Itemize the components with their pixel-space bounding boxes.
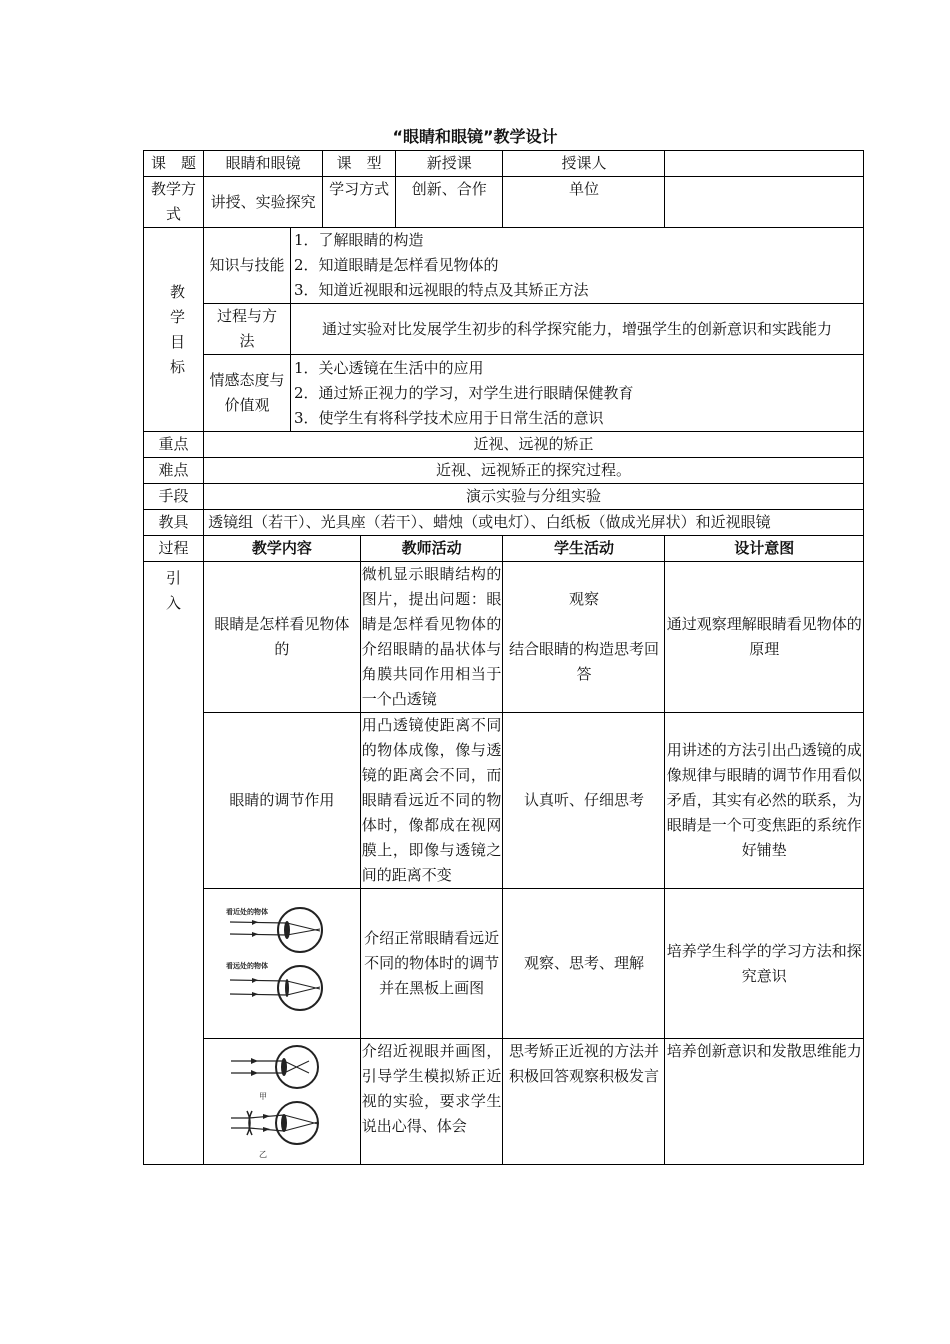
figure-label-b: 乙 <box>258 1149 267 1159</box>
row2-intent: 用讲述的方法引出凸透镜的成像规律与眼睛的调节作用看似矛盾，其实有必然的联系，为眼睛是一个可变焦距的系统作好铺垫 <box>665 713 864 889</box>
study-label: 学习方式 <box>323 177 396 228</box>
teacher-label: 授课人 <box>503 151 665 177</box>
row3-student: 观察、思考、理解 <box>503 889 665 1039</box>
info-row-1 <box>144 151 864 177</box>
corrected-lens-icon <box>281 1114 287 1132</box>
objectives-label: 教学目标 <box>144 228 204 432</box>
row1-content: 眼睛是怎样看见物体的 <box>204 562 361 713</box>
attitude-item: 2．通过矫正视力的学习，对学生进行眼睛保健教育 <box>293 383 634 402</box>
row3-teacher: 介绍正常眼睛看远近不同的物体时的调节并在黑板上画图 <box>360 889 503 1039</box>
row1-teacher: 微机显示眼睛结构的图片，提出问题：眼睛是怎样看见物体的介绍眼睛的晶状体与角膜共同作用相当于一个凸透镜 <box>360 562 503 713</box>
ray-line <box>287 987 320 995</box>
process-row-3 <box>144 889 864 1039</box>
knowledge-item: 3．知道近视眼和远视眼的特点及其矫正方法 <box>293 281 589 299</box>
difficulty-value: 近视、远视矫正的探究过程。 <box>204 458 864 484</box>
type-value: 新授课 <box>396 151 503 177</box>
objective-knowledge-row <box>144 228 864 304</box>
tools-row <box>144 510 864 536</box>
col-student: 学生活动 <box>503 536 665 562</box>
row2-student: 认真听、仔细思考 <box>503 713 665 889</box>
stage-label: 引入 <box>144 562 204 1165</box>
process-header-row <box>144 536 864 562</box>
row2-content: 眼睛的调节作用 <box>204 713 361 889</box>
knowledge-item: 1．了解眼睛的构造 <box>293 231 424 249</box>
means-row <box>144 484 864 510</box>
row4-figure-cell <box>204 1039 361 1165</box>
process-row-2 <box>144 713 864 889</box>
knowledge-label: 知识与技能 <box>204 228 291 304</box>
row3-figure-cell <box>204 889 361 1039</box>
knowledge-item: 2．知道眼睛是怎样看见物体的 <box>293 256 499 274</box>
row4-student: 思考矫正近视的方法并积极回答观察积极发言 <box>503 1039 665 1165</box>
process-label: 过程与方法 <box>204 304 291 355</box>
row3-intent: 培养学生科学的学习方法和探究意识 <box>665 889 864 1039</box>
myopia-correction-diagram <box>227 1041 337 1163</box>
attitude-label: 情感态度与价值观 <box>204 355 291 432</box>
col-content: 教学内容 <box>204 536 361 562</box>
study-value: 创新、合作 <box>396 177 503 228</box>
teacher-value <box>665 151 864 177</box>
key-row <box>144 432 864 458</box>
row4-teacher: 介绍近视眼并画图，引导学生模拟矫正近视的实验，要求学生说出心得、体会 <box>360 1039 503 1165</box>
near-object-caption: 看近处的物体 <box>225 907 268 916</box>
type-label: 课 型 <box>323 151 396 177</box>
row4-intent: 培养创新意识和发散思维能力 <box>665 1039 864 1165</box>
course-label: 课 题 <box>144 151 204 177</box>
tools-label: 教具 <box>144 510 204 536</box>
course-value: 眼睛和眼镜 <box>204 151 323 177</box>
difficulty-label: 难点 <box>144 458 204 484</box>
method-label: 教学方式 <box>144 177 204 228</box>
row1-student-b: 结合眼睛的构造思考回答 <box>508 640 659 683</box>
means-label: 手段 <box>144 484 204 510</box>
ray-line <box>284 1115 318 1124</box>
arrow-icon <box>251 1070 258 1076</box>
arrow-icon <box>251 1058 258 1064</box>
ray-line <box>284 1122 318 1131</box>
info-row-2 <box>144 177 864 228</box>
objective-attitude-row <box>144 355 864 432</box>
knowledge-items <box>290 228 863 304</box>
far-object-caption: 看远处的物体 <box>225 961 268 970</box>
process-text: 通过实验对比发展学生初步的科学探究能力，增强学生的创新意识和实践能力 <box>290 304 863 355</box>
attitude-item: 1．关心透镜在生活中的应用 <box>293 358 484 377</box>
key-value: 近视、远视的矫正 <box>204 432 864 458</box>
method-value: 讲授、实验探究 <box>204 177 323 228</box>
eye-focus-diagram <box>222 904 342 1024</box>
page-title: “眼睛和眼镜”教学设计 <box>392 127 558 146</box>
col-process: 过程 <box>144 536 204 562</box>
ray-line <box>287 929 320 935</box>
process-row-1 <box>144 562 864 713</box>
col-intent: 设计意图 <box>665 536 864 562</box>
row1-intent: 通过观察理解眼睛看见物体的原理 <box>665 562 864 713</box>
unit-value <box>665 177 864 228</box>
row2-teacher: 用凸透镜使距离不同的物体成像，像与透镜的距离会不同，而眼睛看远近不同的物体时，像都成在视网膜上，即像与透镜之间的距离不变 <box>360 713 503 889</box>
unit-label: 单位 <box>503 177 665 228</box>
attitude-item: 3．使学生有将科学技术应用于日常生活的意识 <box>293 408 604 427</box>
figure-label-a: 甲 <box>258 1091 267 1101</box>
tools-value: 透镜组（若干）、光具座（若干）、蜡烛（或电灯）、白纸板（做成光屏状）和近视眼镜 <box>204 510 864 536</box>
means-value: 演示实验与分组实验 <box>204 484 864 510</box>
objective-process-row <box>144 304 864 355</box>
difficulty-row <box>144 458 864 484</box>
process-row-4 <box>144 1039 864 1165</box>
key-label: 重点 <box>144 432 204 458</box>
col-teacher: 教师活动 <box>360 536 503 562</box>
lesson-plan-table <box>143 150 864 1165</box>
row1-student <box>503 562 665 713</box>
row1-student-a: 观察 <box>568 590 599 608</box>
attitude-items <box>290 355 863 432</box>
